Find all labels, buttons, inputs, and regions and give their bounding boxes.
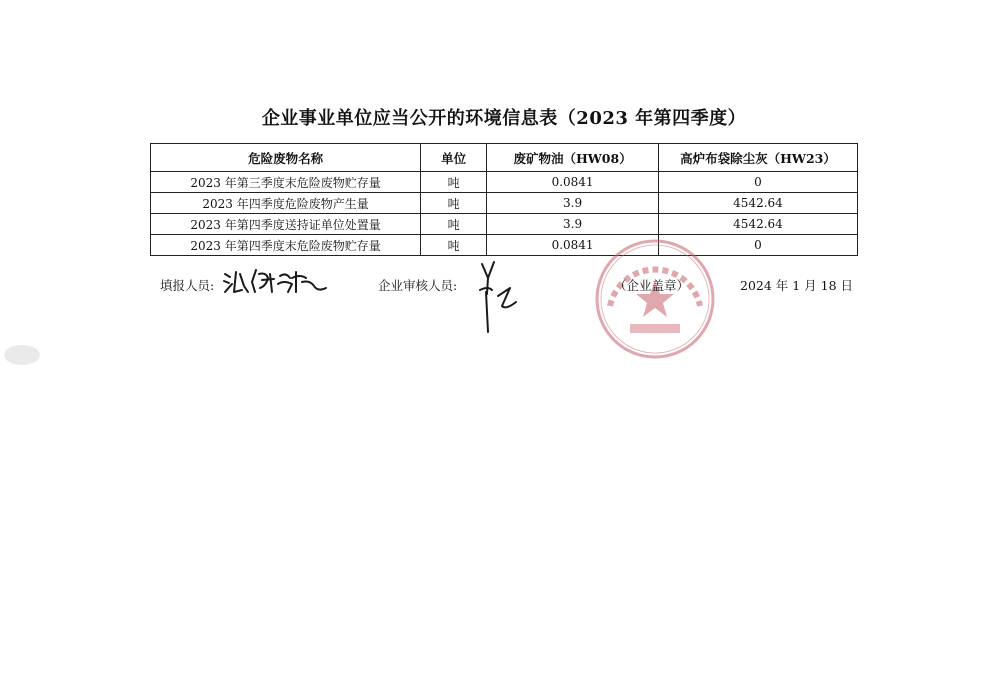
row-unit: 吨 — [421, 235, 487, 256]
row-oil-value: 3.9 — [487, 214, 659, 235]
row-oil-value: 0.0841 — [487, 235, 659, 256]
row-unit: 吨 — [421, 172, 487, 193]
page-title: 企业事业单位应当公开的环境信息表（2023 年第四季度） — [261, 108, 747, 129]
row-label: 2023 年第三季度末危险废物贮存量 — [151, 172, 421, 193]
row-unit: 吨 — [421, 214, 487, 235]
row-dust-value: 0 — [658, 235, 857, 256]
row-dust-value: 4542.64 — [658, 214, 857, 235]
row-oil-value: 3.9 — [487, 193, 659, 214]
reviewer-signature — [476, 258, 526, 338]
report-date: 2024 年 1 月 18 日 — [740, 278, 854, 293]
table-header-row — [151, 144, 858, 172]
header-waste-name: 危险废物名称 — [151, 144, 421, 172]
stamp-note: （企业盖章） — [614, 278, 690, 293]
environmental-info-table — [150, 143, 858, 256]
reviewer-label: 企业审核人员: — [378, 278, 458, 293]
row-label: 2023 年第四季度送持证单位处置量 — [151, 214, 421, 235]
table-row — [151, 214, 858, 235]
row-dust-value: 0 — [658, 172, 857, 193]
filler-label: 填报人员: — [160, 278, 215, 293]
company-seal — [592, 236, 718, 362]
scan-smudge — [2, 340, 42, 370]
table-row — [151, 172, 858, 193]
filler-signature — [222, 266, 332, 296]
row-oil-value: 0.0841 — [487, 172, 659, 193]
table-row — [151, 235, 858, 256]
header-waste-oil: 废矿物油（HW08） — [487, 144, 659, 172]
row-label: 2023 年四季度危险废物产生量 — [151, 193, 421, 214]
row-unit: 吨 — [421, 193, 487, 214]
table-row — [151, 193, 858, 214]
row-dust-value: 4542.64 — [658, 193, 857, 214]
header-unit: 单位 — [421, 144, 487, 172]
header-dust-ash: 高炉布袋除尘灰（HW23） — [658, 144, 857, 172]
row-label: 2023 年第四季度末危险废物贮存量 — [151, 235, 421, 256]
